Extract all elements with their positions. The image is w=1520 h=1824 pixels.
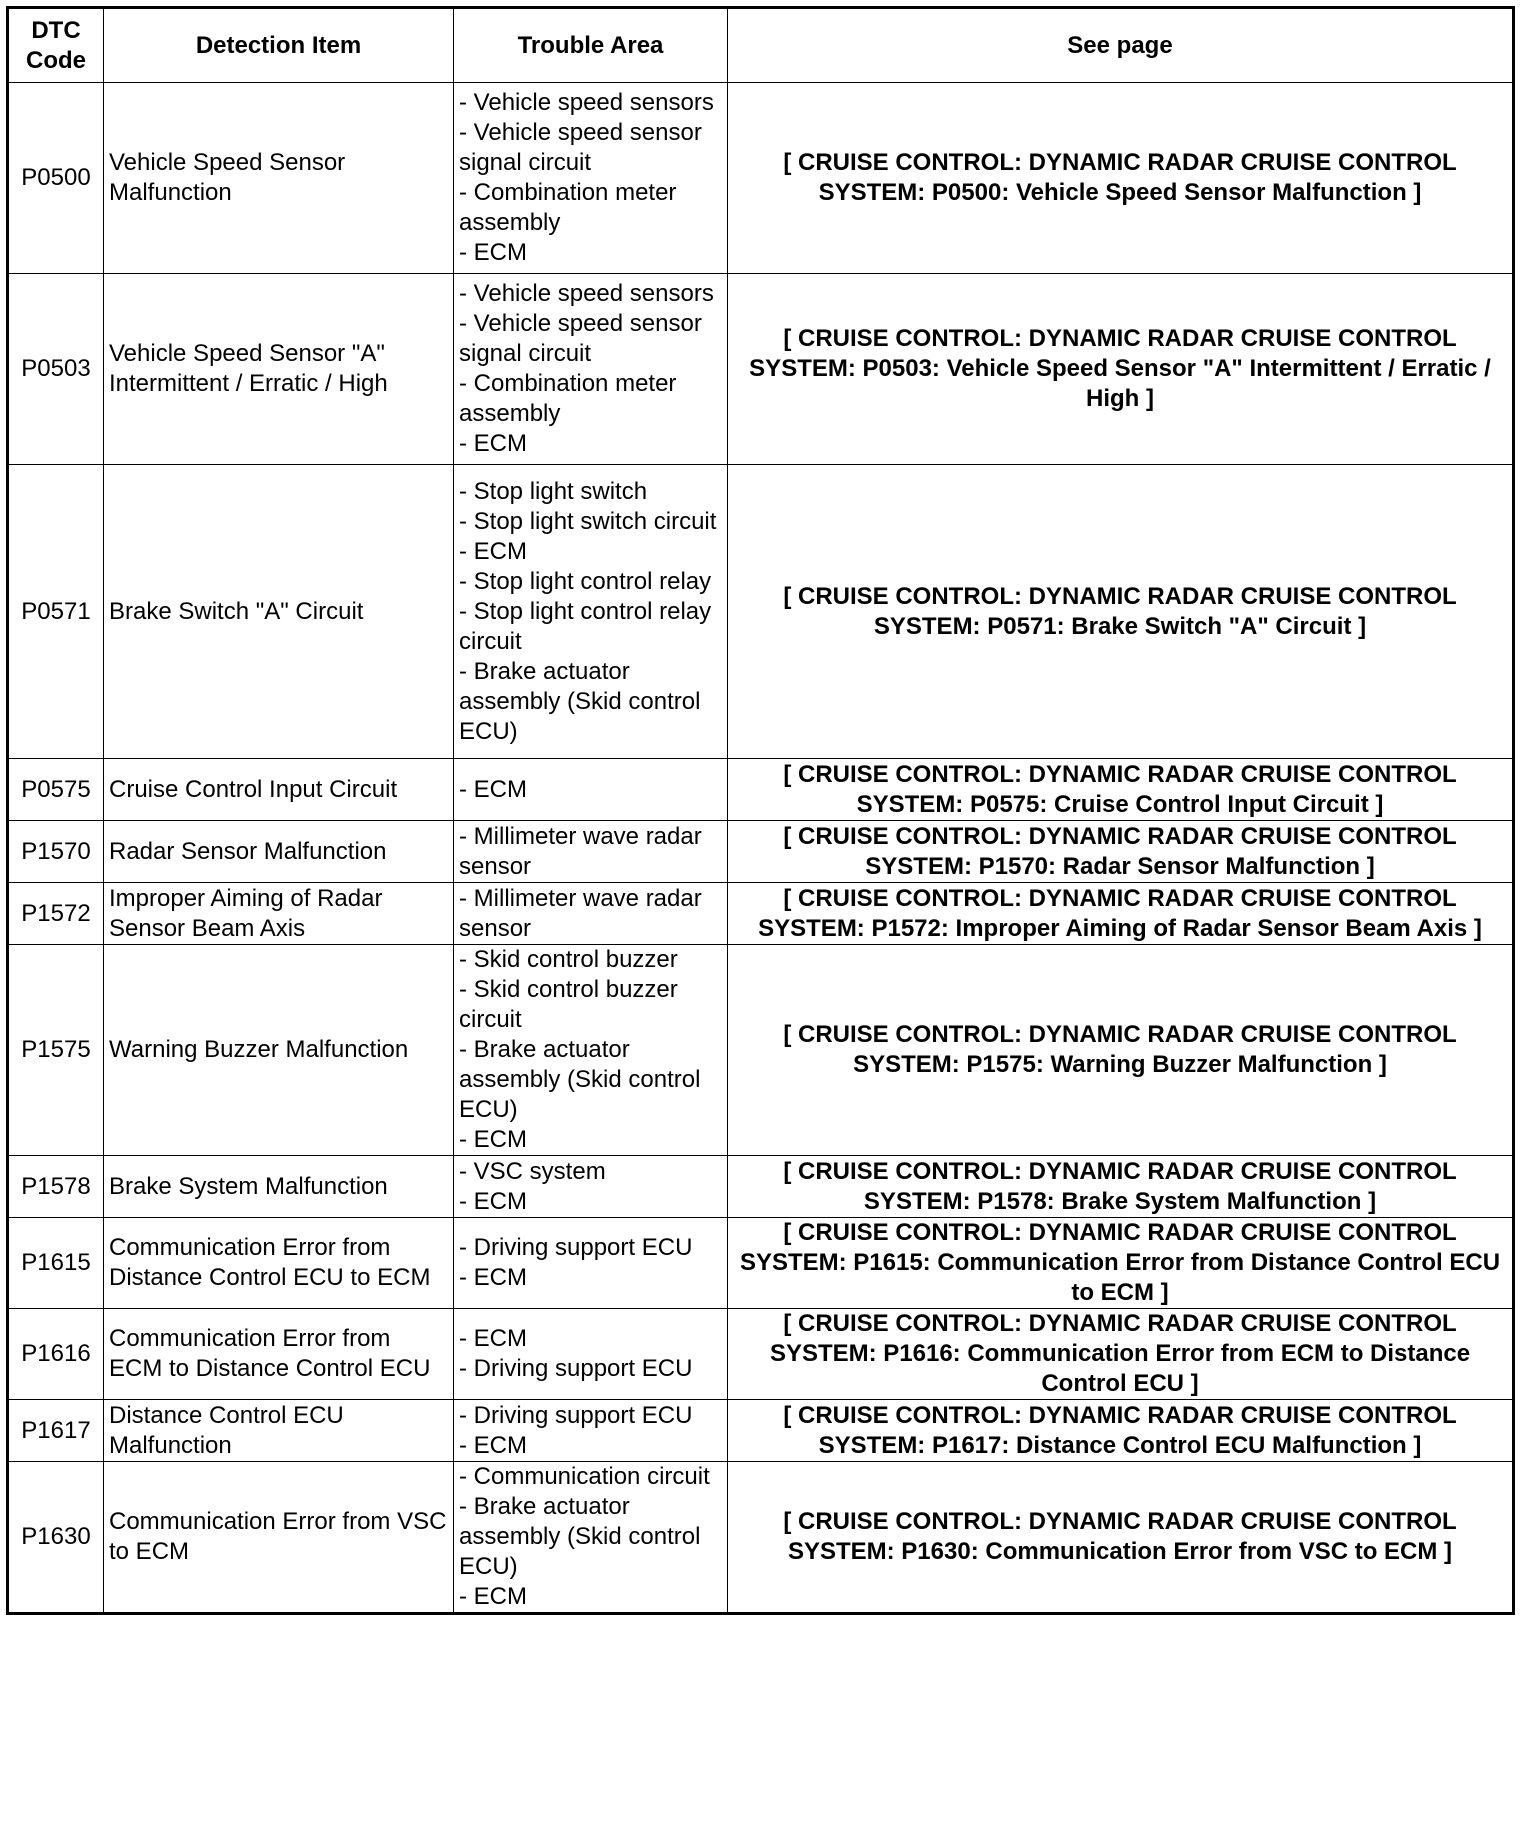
trouble-area-cell: [454, 1400, 728, 1462]
header-trouble-area: Trouble Area: [454, 8, 728, 83]
trouble-area-item: - Stop light switch: [459, 477, 648, 505]
trouble-area-item: - ECM: [459, 775, 527, 803]
dtc-code-cell: P1630: [8, 1462, 104, 1614]
see-page-reference: [ CRUISE CONTROL: DYNAMIC RADAR CRUISE CONTROL SYSTEM: P0575: Cruise Control Input Circuit ]: [728, 759, 1514, 821]
detection-item-cell: Communication Error from VSC to ECM: [104, 1462, 454, 1614]
table-row: [8, 945, 1514, 1156]
trouble-area-cell: [454, 465, 728, 759]
trouble-area-item: - ECM: [459, 1126, 527, 1153]
detection-item-cell: Communication Error from Distance Control ECU to ECM: [104, 1218, 454, 1309]
table-row: [8, 759, 1514, 821]
table-row: [8, 83, 1514, 274]
trouble-area-item: - VSC system: [459, 1157, 606, 1185]
see-page-reference: [ CRUISE CONTROL: DYNAMIC RADAR CRUISE CONTROL SYSTEM: P1570: Radar Sensor Malfunction ]: [728, 821, 1514, 883]
table-row: [8, 1462, 1514, 1614]
dtc-table-body: [8, 83, 1514, 1614]
trouble-area-item: - Combination meter assembly: [459, 370, 677, 427]
detection-item-cell: Vehicle Speed Sensor Malfunction: [104, 83, 454, 274]
dtc-code-cell: P1617: [8, 1400, 104, 1462]
dtc-code-cell: P1570: [8, 821, 104, 883]
trouble-area-item: - ECM: [459, 239, 527, 266]
trouble-area-item: - Combination meter assembly: [459, 179, 677, 236]
trouble-area-cell: [454, 883, 728, 945]
table-row: [8, 1218, 1514, 1309]
dtc-code-cell: P0503: [8, 274, 104, 465]
detection-item-cell: Distance Control ECU Malfunction: [104, 1400, 454, 1462]
trouble-area-item: - Stop light control relay circuit: [459, 597, 712, 655]
trouble-area-item: - Millimeter wave radar sensor: [459, 822, 702, 880]
trouble-area-item: - Driving support ECU: [459, 1355, 693, 1382]
dtc-code-cell: P1578: [8, 1156, 104, 1218]
trouble-area-cell: [454, 945, 728, 1156]
dtc-code-cell: P1615: [8, 1218, 104, 1309]
trouble-area-item: - Skid control buzzer circuit: [459, 976, 678, 1033]
header-dtc-code: DTC Code: [8, 8, 104, 83]
header-row: [8, 8, 1514, 83]
table-row: [8, 821, 1514, 883]
detection-item-cell: Radar Sensor Malfunction: [104, 821, 454, 883]
table-row: [8, 1400, 1514, 1462]
table-row: [8, 1309, 1514, 1400]
header-see-page: See page: [728, 8, 1514, 83]
trouble-area-item: - Brake actuator assembly (Skid control ECU): [459, 657, 701, 745]
see-page-reference: [ CRUISE CONTROL: DYNAMIC RADAR CRUISE CONTROL SYSTEM: P1615: Communication Error from Distance Control ECU to ECM ]: [728, 1218, 1514, 1309]
dtc-code-cell: P1572: [8, 883, 104, 945]
trouble-area-item: - ECM: [459, 1264, 527, 1291]
trouble-area-item: - Millimeter wave radar sensor: [459, 884, 702, 942]
trouble-area-item: - Vehicle speed sensor signal circuit: [459, 119, 702, 176]
trouble-area-item: - Skid control buzzer: [459, 946, 678, 973]
trouble-area-item: - Stop light switch circuit: [459, 507, 717, 535]
see-page-reference: [ CRUISE CONTROL: DYNAMIC RADAR CRUISE CONTROL SYSTEM: P0571: Brake Switch "A" Circuit ]: [728, 465, 1514, 759]
see-page-reference: [ CRUISE CONTROL: DYNAMIC RADAR CRUISE CONTROL SYSTEM: P1616: Communication Error from ECM to Distance Control ECU ]: [728, 1309, 1514, 1400]
trouble-area-cell: [454, 759, 728, 821]
trouble-area-item: - ECM: [459, 1325, 527, 1352]
trouble-area-item: - Vehicle speed sensor signal circuit: [459, 310, 702, 367]
see-page-reference: [ CRUISE CONTROL: DYNAMIC RADAR CRUISE CONTROL SYSTEM: P1630: Communication Error from VSC to ECM ]: [728, 1462, 1514, 1614]
trouble-area-item: - Brake actuator assembly (Skid control ECU): [459, 1036, 701, 1123]
trouble-area-item: - Communication circuit: [459, 1463, 710, 1490]
table-row: [8, 883, 1514, 945]
trouble-area-item: - ECM: [459, 537, 527, 565]
detection-item-cell: Improper Aiming of Radar Sensor Beam Axis: [104, 883, 454, 945]
dtc-code-cell: P1575: [8, 945, 104, 1156]
trouble-area-item: - Vehicle speed sensors: [459, 280, 714, 307]
see-page-reference: [ CRUISE CONTROL: DYNAMIC RADAR CRUISE CONTROL SYSTEM: P1617: Distance Control ECU Malfunction ]: [728, 1400, 1514, 1462]
trouble-area-item: - ECM: [459, 430, 527, 457]
trouble-area-cell: [454, 274, 728, 465]
detection-item-cell: Cruise Control Input Circuit: [104, 759, 454, 821]
trouble-area-cell: [454, 1156, 728, 1218]
detection-item-cell: Communication Error from ECM to Distance Control ECU: [104, 1309, 454, 1400]
dtc-code-cell: P1616: [8, 1309, 104, 1400]
trouble-area-cell: [454, 1462, 728, 1614]
see-page-reference: [ CRUISE CONTROL: DYNAMIC RADAR CRUISE CONTROL SYSTEM: P0503: Vehicle Speed Sensor "A" Intermittent / Erratic / High ]: [728, 274, 1514, 465]
trouble-area-item: - ECM: [459, 1583, 527, 1610]
trouble-area-cell: [454, 1309, 728, 1400]
trouble-area-item: - Brake actuator assembly (Skid control ECU): [459, 1493, 701, 1580]
trouble-area-cell: [454, 1218, 728, 1309]
see-page-reference: [ CRUISE CONTROL: DYNAMIC RADAR CRUISE CONTROL SYSTEM: P1575: Warning Buzzer Malfunction ]: [728, 945, 1514, 1156]
header-detection-item: Detection Item: [104, 8, 454, 83]
detection-item-cell: Warning Buzzer Malfunction: [104, 945, 454, 1156]
see-page-reference: [ CRUISE CONTROL: DYNAMIC RADAR CRUISE CONTROL SYSTEM: P1578: Brake System Malfunction ]: [728, 1156, 1514, 1218]
dtc-code-cell: P0571: [8, 465, 104, 759]
see-page-reference: [ CRUISE CONTROL: DYNAMIC RADAR CRUISE CONTROL SYSTEM: P0500: Vehicle Speed Sensor Malfunction ]: [728, 83, 1514, 274]
trouble-area-cell: [454, 821, 728, 883]
trouble-area-item: - Stop light control relay: [459, 567, 712, 595]
detection-item-cell: Brake Switch "A" Circuit: [104, 465, 454, 759]
trouble-area-item: - ECM: [459, 1431, 527, 1459]
detection-item-cell: Brake System Malfunction: [104, 1156, 454, 1218]
table-row: [8, 274, 1514, 465]
dtc-code-cell: P0500: [8, 83, 104, 274]
trouble-area-cell: [454, 83, 728, 274]
detection-item-cell: Vehicle Speed Sensor "A" Intermittent / Erratic / High: [104, 274, 454, 465]
dtc-code-cell: P0575: [8, 759, 104, 821]
table-row: [8, 1156, 1514, 1218]
trouble-area-item: - Vehicle speed sensors: [459, 89, 714, 116]
trouble-area-item: - ECM: [459, 1187, 527, 1215]
trouble-area-item: - Driving support ECU: [459, 1234, 693, 1261]
dtc-table: [6, 6, 1515, 1615]
see-page-reference: [ CRUISE CONTROL: DYNAMIC RADAR CRUISE CONTROL SYSTEM: P1572: Improper Aiming of Radar Sensor Beam Axis ]: [728, 883, 1514, 945]
trouble-area-item: - Driving support ECU: [459, 1401, 693, 1429]
table-row: [8, 465, 1514, 759]
